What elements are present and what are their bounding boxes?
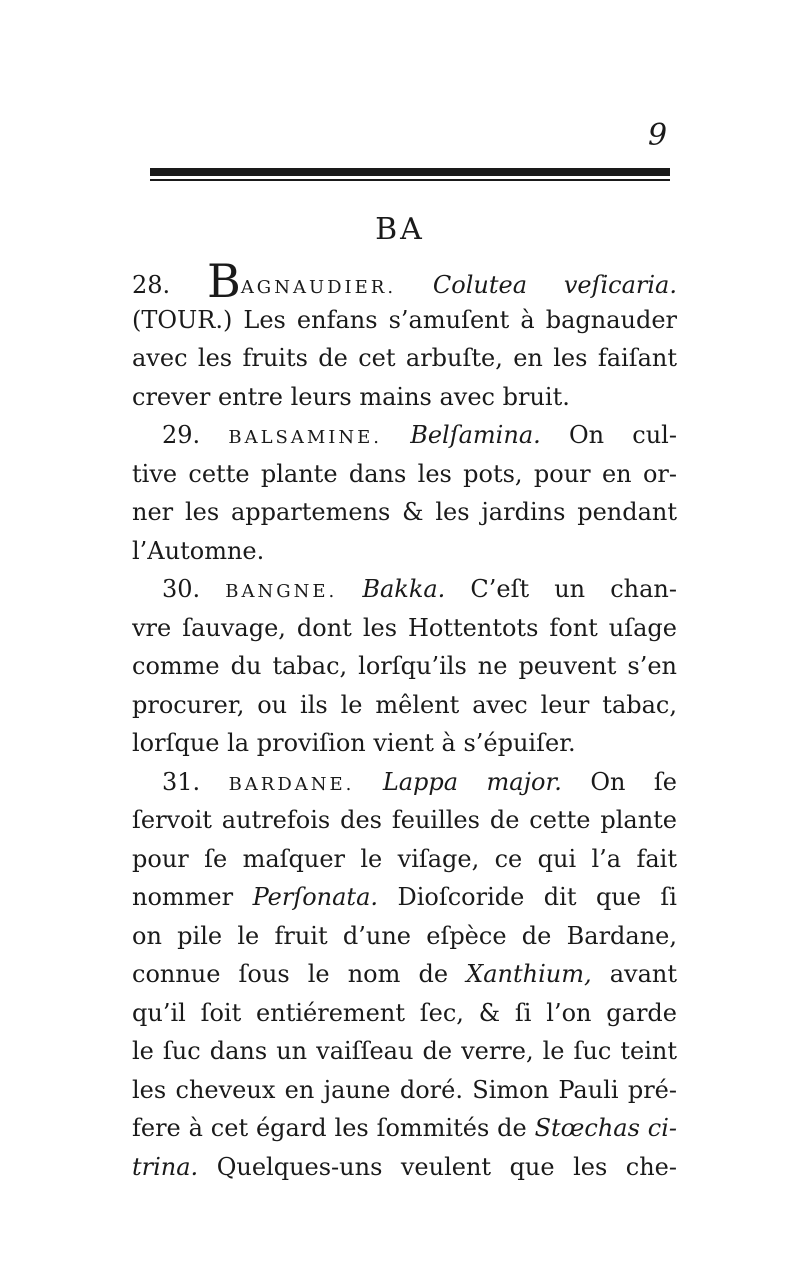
entry-31-headword: BARDANE. bbox=[228, 773, 355, 795]
entry-31-line-10 bbox=[132, 1109, 677, 1148]
entry-31-first-rest: On ſe bbox=[590, 767, 677, 796]
entry-28-latin: Colutea veſicaria. bbox=[432, 271, 677, 299]
entry-31-line-6-pre: connue ſous le nom de bbox=[132, 960, 449, 988]
entry-31-term-stoechas: Stœchas ci- bbox=[534, 1114, 677, 1142]
entry-31-line-10-pre: fere à cet égard les ſommités de bbox=[132, 1114, 527, 1142]
entry-29-latin: Belſamina. bbox=[410, 421, 541, 449]
entry-31-line-8: le ſuc dans un vaiſſeau de verre, le ſuc teint bbox=[132, 1037, 677, 1065]
entry-30-number: 30. bbox=[162, 575, 201, 603]
entry-28-line-4: crever entre leurs mains avec bruit. bbox=[132, 382, 570, 411]
entry-29-number: 29. bbox=[162, 421, 201, 449]
entry-28-line-2: (TOUR.) Les enfans s’amuſent à bagnauder bbox=[132, 305, 677, 334]
entry-29-first-rest: On cul- bbox=[568, 421, 677, 449]
body-text bbox=[132, 262, 677, 1186]
entry-30-line-5: lorſque la proviſion vient à s’épuiſer. bbox=[132, 729, 576, 757]
entry-31-line-3: pour ſe maſquer le viſage, ce qui l’a fait bbox=[132, 844, 677, 873]
entry-31-line-9: les cheveux en jaune doré. Simon Pauli pré- bbox=[132, 1075, 677, 1104]
entry-29-line-3: ner les appartemens & les jardins pendant bbox=[132, 498, 677, 526]
entry-31-line-6 bbox=[132, 955, 677, 994]
entry-29-headword: BALSAMINE. bbox=[228, 427, 383, 448]
entry-30-line-1 bbox=[132, 570, 677, 609]
entry-29-line-4: l’Automne. bbox=[132, 536, 265, 565]
header-rule-thin bbox=[150, 179, 670, 181]
entry-31-line-11-post: Quelques-uns veulent que les che- bbox=[216, 1152, 677, 1181]
entry-30-line-3: comme du tabac, lorſqu’ils ne peuvent s’en bbox=[132, 652, 677, 680]
entry-28-headword: AGNAUDIER. bbox=[240, 277, 397, 298]
entry-28-dropcap: B bbox=[207, 262, 241, 301]
entry-31-term-xanthium: Xanthium, bbox=[466, 960, 592, 988]
entry-30-line-2: vre ſauvage, dont les Hottentots font uſage bbox=[132, 613, 677, 642]
entry-30-latin: Bakka. bbox=[362, 575, 446, 603]
entry-31-line-5: on pile le fruit d’une eſpèce de Bardane, bbox=[132, 921, 677, 950]
section-heading: BA bbox=[375, 212, 425, 247]
entry-31-line-1 bbox=[132, 763, 677, 802]
entry-31-number: 31. bbox=[162, 767, 201, 796]
entry-28-line-3: avec les fruits de cet arbuſte, en les faiſant bbox=[132, 344, 677, 372]
page-number: 9 bbox=[648, 118, 668, 153]
entry-31-line-11 bbox=[132, 1148, 677, 1187]
entry-31-line-6-post: avant bbox=[609, 960, 677, 988]
entry-31-line-4-pre: nommer bbox=[132, 883, 234, 911]
entry-28-number: 28. bbox=[132, 271, 171, 299]
entry-30-line-4: procurer, ou ils le mêlent avec leur tabac, bbox=[132, 690, 677, 719]
header-rule-thick bbox=[150, 168, 670, 176]
entry-31-latin: Lappa major. bbox=[382, 767, 562, 796]
entry-31-line-2: ſervoit autrefois des feuilles de cette plante bbox=[132, 806, 677, 834]
entry-29-line-1 bbox=[132, 416, 677, 455]
entry-31-term-personata: Perſonata. bbox=[252, 883, 379, 911]
entry-31-line-7: qu’il ſoit entiérement ſec, & ſi l’on garde bbox=[132, 998, 677, 1027]
entry-31-line-4-post: Dioſcoride dit que ſi bbox=[397, 883, 677, 911]
entry-31-term-citrina: trina. bbox=[132, 1152, 199, 1181]
entry-30-headword: BANGNE. bbox=[225, 581, 338, 602]
entry-28-line-1 bbox=[132, 262, 677, 301]
entry-31-line-4 bbox=[132, 878, 677, 917]
entry-30-first-rest: C’eſt un chan- bbox=[470, 575, 677, 603]
entry-29-line-2: tive cette plante dans les pots, pour en or- bbox=[132, 459, 677, 488]
